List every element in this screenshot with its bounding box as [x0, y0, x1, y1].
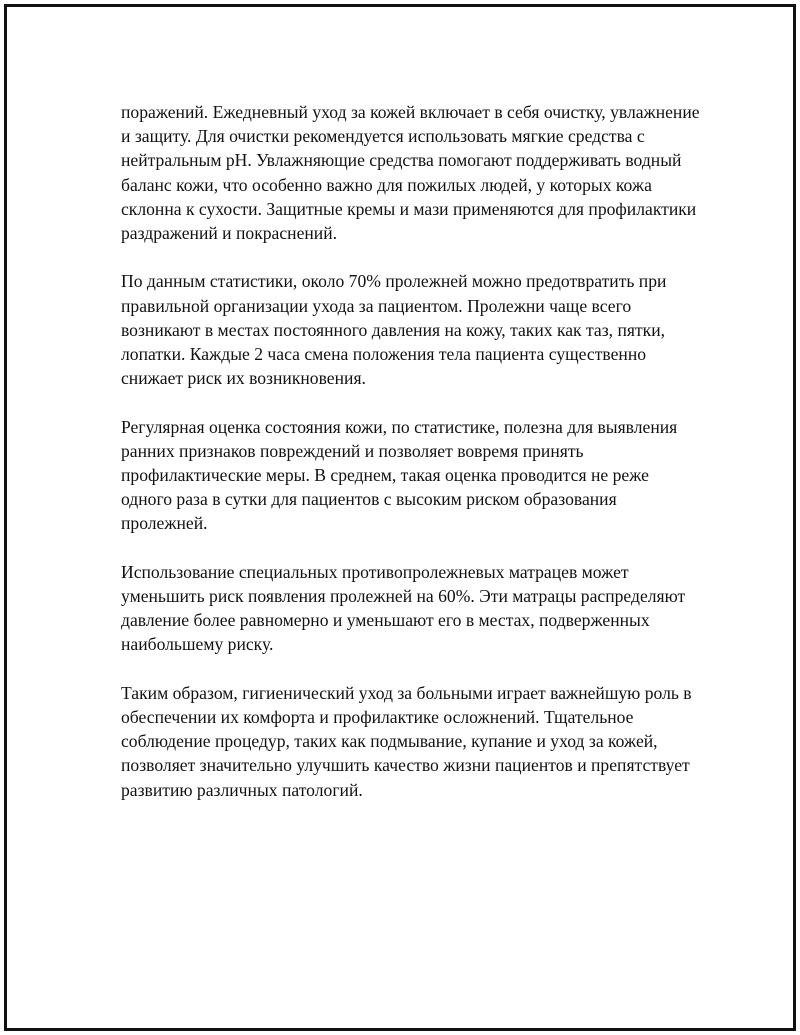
- paragraph-conclusion: Таким образом, гигиенический уход за больными играет важнейшую роль в обеспечении их комфорта и профилактике осложнений. Тщательное соблюдение процедур, таких как подмывание, купание и уход за кожей, позволяет значительно улучшить качество жизни пациентов и препятствует развитию различных патологий.: [121, 682, 692, 800]
- paragraph-mattresses: Использование специальных противопролежневых матрацев может уменьшить риск появления пролежней на 60%. Эти матрацы распределяют давление более равномерно и уменьшают его в местах, подверженных наибольшему риску.: [121, 561, 686, 655]
- page-frame: [4, 4, 796, 1031]
- paragraph-skin-care: поражений. Ежедневный уход за кожей включает в себя очистку, увлажнение и защиту. Для очистки рекомендуется использовать мягкие средства с нейтральным pH. Увлажняющие средства помогают поддерживать водный баланс кожи, что особенно важно для пожилых людей, у которых кожа склонна к сухости. Защитные кремы и мази применяются для профилактики раздражений и покраснений.: [121, 102, 700, 244]
- paragraph-statistics: По данным статистики, около 70% пролежней можно предотвратить при правильной организации ухода за пациентом. Пролежни чаще всего возникают в местах постоянного давления на кожу, таких как таз, пятки, лопатки. Каждые 2 часа смена положения тела пациента существенно снижает риск их возникновения.: [121, 271, 667, 389]
- paragraph-skin-assessment: Регулярная оценка состояния кожи, по статистике, полезна для выявления ранних признаков повреждений и позволяет вовремя принять профилактические меры. В среднем, такая оценка проводится не реже одного раза в сутки для пациентов с высоким риском образования пролежней.: [121, 416, 678, 534]
- page-body: [121, 100, 701, 826]
